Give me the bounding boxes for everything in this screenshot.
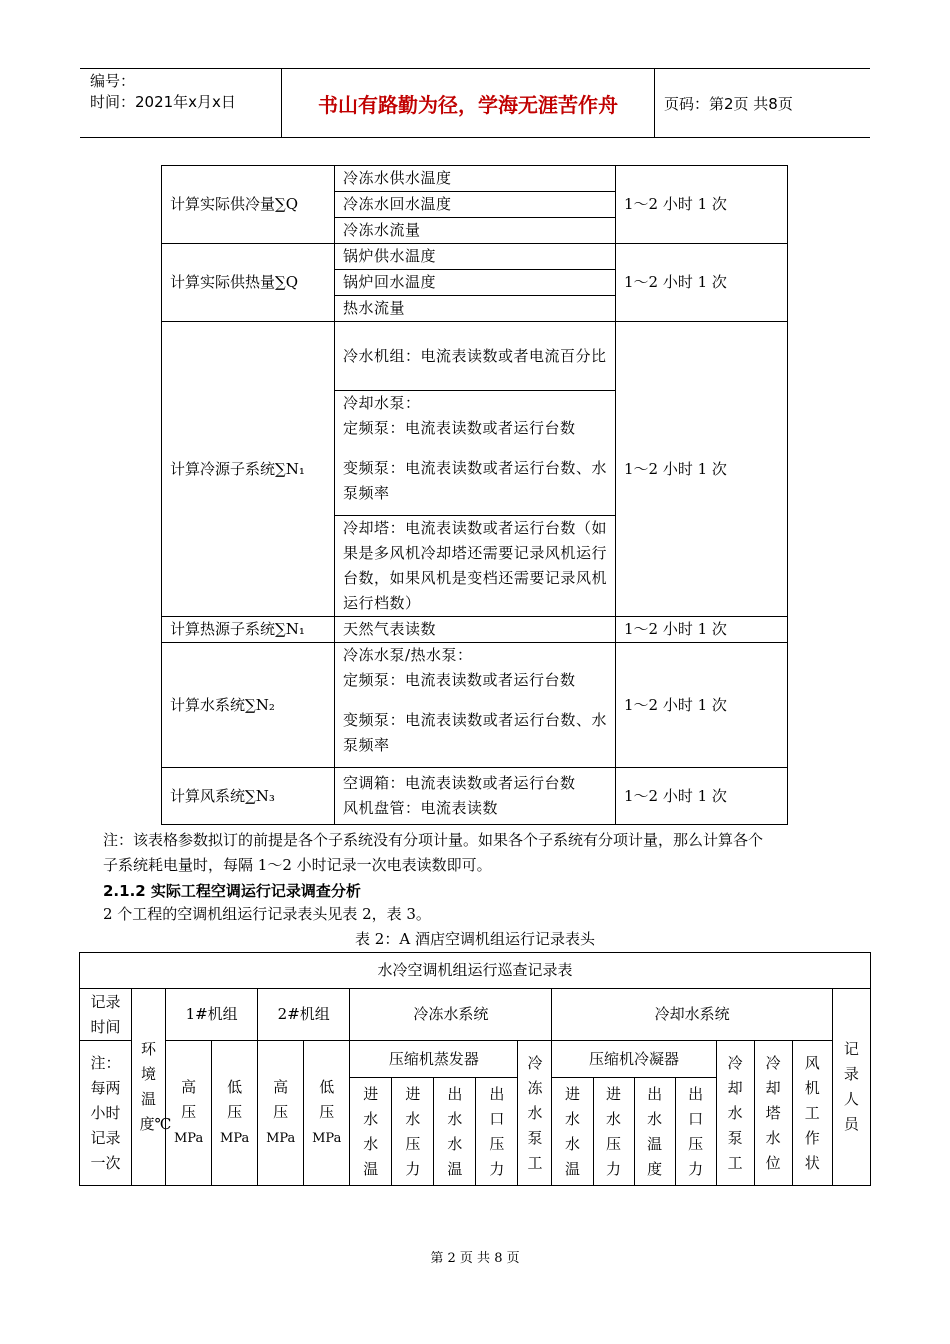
t2-record-time: 记录时间	[80, 989, 132, 1041]
t2-evap-inlet-temp: 进水水温	[350, 1078, 392, 1185]
t1-freq: 1～2 小时 1 次	[616, 322, 788, 617]
t1-param: 冷却水泵：	[343, 394, 421, 412]
t1-param: 变频泵：电流表读数或者运行台数、水泵频率	[343, 711, 607, 754]
t1-param: 冷冻水泵/热水泵：	[343, 646, 473, 664]
t1-freq: 1～2 小时 1 次	[616, 768, 788, 825]
t1-item: 计算水系统∑N₂	[162, 643, 335, 768]
t2-note: 注：每两小时记录一次	[80, 1041, 132, 1186]
t1-param-group	[335, 643, 616, 768]
t2-cooling-pump: 冷却水泵工	[716, 1041, 754, 1186]
t1-param: 锅炉供水温度	[335, 244, 616, 270]
t1-param: 定频泵：电流表读数或者运行台数	[343, 671, 576, 689]
t2-fan-status: 风机工作状	[792, 1041, 832, 1186]
t2-cooling-system: 冷却水系统	[552, 989, 832, 1041]
note-line-2: 子系统耗电量时，每隔 1～2 小时记录一次电表读数即可。	[103, 856, 492, 874]
t1-freq: 1～2 小时 1 次	[616, 617, 788, 643]
t2-cond-inlet-temp: 进水水温	[552, 1078, 593, 1185]
t2-cond-outlet-temp: 出水温度	[635, 1078, 676, 1185]
t1-param: 天然气表读数	[335, 617, 616, 643]
t1-item: 计算实际供冷量∑Q	[162, 166, 335, 244]
t2-tower-level: 冷却塔水位	[754, 1041, 792, 1186]
t1-param-group	[335, 768, 616, 825]
header-number: 编号：	[90, 72, 136, 90]
page-footer: 第 2 页 共 8 页	[430, 1251, 520, 1266]
parameter-table	[161, 165, 788, 825]
t2-evaporator-group	[350, 1041, 518, 1186]
t2-ambient-temp: 环境温度℃	[132, 989, 166, 1186]
t1-param: 冷却塔：电流表读数或者运行台数（如果是多风机冷却塔还需要记录风机运行台数，如果风机是变档还需要记录风机运行档数）	[335, 516, 616, 617]
t1-param: 定频泵：电流表读数或者运行台数	[343, 419, 576, 437]
page-header	[80, 68, 870, 138]
header-time: 时间：2021年x月x日	[90, 93, 236, 111]
t2-unit2-high: 高压 MPa	[258, 1041, 304, 1186]
note-line-1: 注：该表格参数拟订的前提是各个子系统没有分项计量。如果各个子系统有分项计量，那么计算各个	[103, 831, 764, 849]
t1-param: 空调箱：电流表读数或者运行台数	[343, 774, 576, 792]
t1-param: 冷冻水供水温度	[335, 166, 616, 192]
t2-condenser-group	[552, 1041, 716, 1186]
header-meta	[80, 69, 282, 137]
t1-param: 冷冻水流量	[335, 218, 616, 244]
t1-param: 风机盘管：电流表读数	[343, 799, 499, 817]
t2-evap-outlet-press: 出口压力	[489, 1084, 505, 1178]
table-caption: 表 2：A 酒店空调机组运行记录表头	[355, 930, 595, 948]
section-heading: 2.1.2 实际工程空调运行记录调查分析	[103, 882, 361, 900]
t1-param: 锅炉回水温度	[335, 270, 616, 296]
t2-cond-outlet-press: 出口压力	[688, 1084, 704, 1178]
intro-text: 2 个工程的空调机组运行记录表头见表 2，表 3。	[103, 905, 431, 923]
t2-condenser: 压缩机冷凝器	[552, 1041, 715, 1078]
t2-evap-inlet-press: 进水压力	[392, 1078, 434, 1185]
t2-recorder: 记录人员	[832, 989, 870, 1186]
t1-item: 计算冷源子系统∑N₁	[162, 322, 335, 617]
t2-chilled-pump: 冷冻水泵工	[518, 1041, 552, 1186]
t1-param: 变频泵：电流表读数或者运行台数、水泵频率	[343, 459, 607, 502]
header-motto: 书山有路勤为径，学海无涯苦作舟	[282, 69, 655, 137]
t2-evap-outlet-temp: 出水水温	[434, 1078, 476, 1185]
t2-unit1-high: 高压 MPa	[166, 1041, 212, 1186]
t2-unit1-low: 低压 MPa	[212, 1041, 258, 1186]
t1-param-group	[335, 391, 616, 516]
t1-freq: 1～2 小时 1 次	[616, 244, 788, 322]
header-page: 页码：第2页 共8页	[664, 94, 793, 113]
t2-title: 水冷空调机组运行巡查记录表	[80, 953, 871, 989]
t2-evaporator: 压缩机蒸发器	[350, 1041, 517, 1078]
t1-item: 计算热源子系统∑N₁	[162, 617, 335, 643]
t1-item: 计算实际供热量∑Q	[162, 244, 335, 322]
t2-chilled-system: 冷冻水系统	[350, 989, 552, 1041]
t1-param: 冷冻水回水温度	[335, 192, 616, 218]
t1-item: 计算风系统∑N₃	[162, 768, 335, 825]
t2-unit-1: 1#机组	[166, 989, 258, 1041]
operation-record-table	[79, 952, 871, 1186]
t1-param: 冷水机组：电流表读数或者电流百分比	[335, 322, 616, 391]
t1-freq: 1～2 小时 1 次	[616, 643, 788, 768]
t2-unit-2: 2#机组	[258, 989, 350, 1041]
t1-freq: 1～2 小时 1 次	[616, 166, 788, 244]
t2-cond-inlet-press: 进水压力	[594, 1078, 635, 1185]
t2-unit2-low: 低压 MPa	[304, 1041, 350, 1186]
t1-param: 热水流量	[335, 296, 616, 322]
